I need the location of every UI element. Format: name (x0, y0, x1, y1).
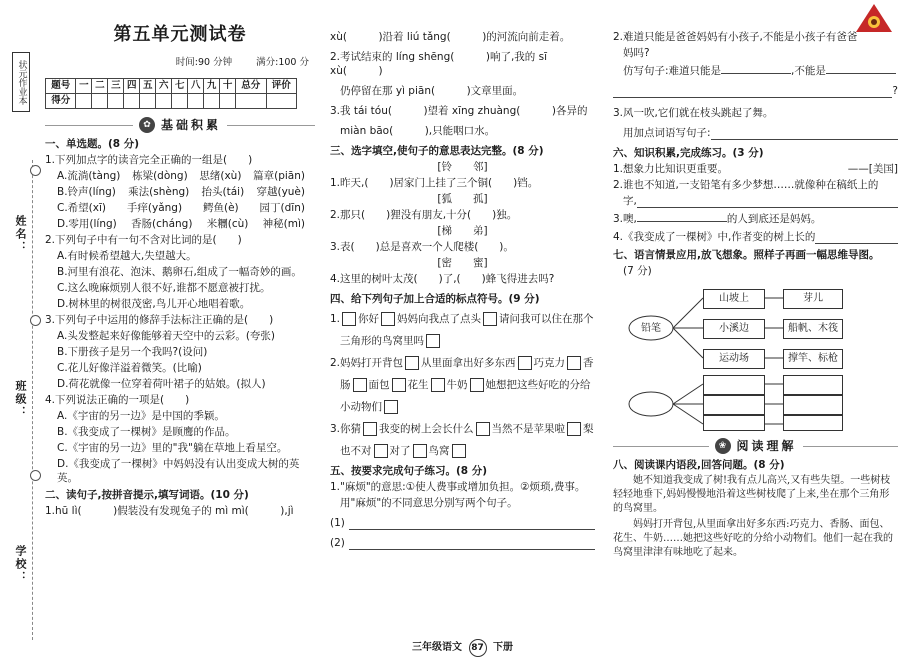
punct-box[interactable] (405, 356, 419, 370)
score-value-row (46, 94, 297, 109)
cell: 四 (124, 79, 140, 94)
score-table (45, 78, 297, 109)
footer-grade: 三年级语文 (412, 642, 463, 653)
page-title: 第五单元测试卷 (113, 24, 247, 45)
question: 3.表( )总是喜欢一个人爬楼( )。 (330, 241, 514, 253)
cell: 五 (140, 79, 156, 94)
question: 2.下列句子中有一句不含对比词的是( ) (45, 234, 242, 246)
cell: 八 (188, 79, 204, 94)
binding-hole (30, 165, 41, 176)
punctuation-line: 小动物们 (330, 400, 595, 414)
column-3 (613, 28, 898, 560)
section-banner (613, 438, 898, 454)
punct-box[interactable] (452, 444, 466, 458)
answer-line[interactable]: (2) (330, 536, 595, 550)
question: 2.那只( )狸没有朋友,十分( )独。 (330, 209, 518, 221)
cell[interactable] (188, 94, 204, 109)
option: C.《宇宙的另一边》里的"我"躺在草地上看星空。 (57, 442, 288, 454)
mindmap-node: 小溪边 (703, 319, 765, 339)
cell: 六 (156, 79, 172, 94)
punctuation-line: 三角形的鸟窝里吗 (330, 334, 595, 348)
option-row: A.流淌(tàng) 栋梁(dòng) 思绪(xù) 篇章(piān) (57, 170, 305, 182)
binding-sidebar (0, 0, 40, 657)
mindmap-node: 山坡上 (703, 289, 765, 309)
cut-line (32, 160, 33, 640)
column-1 (45, 0, 315, 518)
punct-box[interactable] (476, 422, 490, 436)
punctuation-line: 2.妈妈打开背包 从里面拿出好多东西 巧克力 香 (330, 357, 594, 369)
option: D.树林里的树很茂密,鸟儿开心地唱着歌。 (57, 298, 251, 310)
name-label: 姓名： (14, 215, 27, 254)
section-title: 七、语言情景应用,放飞想象。照样子再画一幅思维导图。 (613, 249, 880, 261)
cell: 总分 (236, 79, 266, 94)
cell: 二 (92, 79, 108, 94)
option: A.《宇宙的另一边》是中国的季颖。 (57, 410, 225, 422)
question: 3.下列句子中运用的修辞手法标注正确的是( ) (45, 314, 274, 326)
punct-box[interactable] (374, 444, 388, 458)
footer-volume: 下册 (492, 642, 513, 653)
question: 1.昨天,( )居家门上挂了三个铜( )铛。 (330, 177, 539, 189)
question: miàn bāo( ),只能咽口水。 (340, 125, 496, 137)
page-footer (330, 638, 595, 657)
punctuation-line: 也不对 对了 鸟窝 (330, 444, 595, 458)
question: 仍停留在那 yì piān( )文章里面。 (340, 85, 524, 97)
school-label: 学校： (14, 545, 27, 584)
banner-title: 阅读理解 (736, 439, 797, 453)
section-title: 三、选字填空,使句子的意思表达完整。(8 分) (330, 145, 544, 157)
cell[interactable] (124, 94, 140, 109)
option: D.荷花就像一位穿着荷叶裙子的姑娘。(拟人) (57, 378, 266, 390)
question: 4.《我变成了一棵树》中,作者变的树上长的 (613, 230, 898, 244)
punct-box[interactable] (431, 378, 445, 392)
punct-box[interactable] (353, 378, 367, 392)
section-title: 五、按要求完成句子练习。(8 分) (330, 465, 488, 477)
punctuation-line: 1. 你好 妈妈向我点了点头 请问我可以住在那个 (330, 313, 594, 325)
rewrite-line: 用加点词语写句子: (613, 126, 898, 140)
question: 1.想象力比知识更重要。 ——[美国] (613, 163, 898, 175)
cell: 评价 (266, 79, 297, 94)
banner-title: 基础积累 (161, 118, 222, 132)
question: 2.谁也不知道,一支铅笔有多少梦想……就像种在稿纸上的 (613, 179, 879, 191)
question: 4.这里的树叶太茂( )了,( )蜂飞得进去吗? (330, 273, 555, 285)
answer-line[interactable]: (1) (330, 516, 595, 530)
cell[interactable] (204, 94, 220, 109)
punct-box[interactable] (342, 312, 356, 326)
cell[interactable] (266, 94, 297, 109)
option: A.头发整起来好像能够着天空中的云彩。(夸张) (57, 330, 276, 342)
question: 3.噢, 的人到底还是妈妈。 (613, 213, 822, 225)
binding-hole (30, 470, 41, 481)
mindmap-node: 船帆、木筏 (783, 319, 843, 339)
section-title: 六、知识积累,完成练习。(3 分) (613, 147, 764, 159)
score-header-row (46, 79, 297, 94)
book-tag: 状元作业本 (12, 52, 30, 112)
question: 2.难道只能是爸爸妈妈有小孩子,不能是小孩子有爸爸 (613, 31, 858, 43)
punct-box[interactable] (567, 422, 581, 436)
question: 1.下列加点字的读音完全正确的一组是( ) (45, 154, 253, 166)
question: xù( )沿着 liú tǎng( )的河流向前走着。 (330, 31, 571, 43)
punct-box[interactable] (470, 378, 484, 392)
rewrite-line[interactable]: ? (613, 84, 898, 98)
page-number: 87 (469, 639, 487, 657)
mindmap-node: 撑竿、标枪 (783, 349, 843, 369)
punct-box[interactable] (384, 400, 398, 414)
punct-box[interactable] (518, 356, 532, 370)
points-label: (7 分) (623, 265, 652, 277)
class-label: 班级： (14, 380, 27, 419)
cell: 十 (220, 79, 236, 94)
punct-box[interactable] (413, 444, 427, 458)
mindmap-node: 芽儿 (783, 289, 843, 309)
option: B.《我变成了一棵树》是顾鹰的作品。 (57, 426, 236, 438)
mindmap-blank[interactable] (783, 375, 843, 395)
punct-box[interactable] (483, 312, 497, 326)
mindmap-center: 铅笔 (641, 323, 661, 334)
char-pair: [狐 孤] (437, 193, 488, 205)
option: D.《我变成了一棵树》中妈妈没有认出变成大树的英英。 (57, 458, 300, 484)
option: C.花儿好像洋溢着微笑。(比喻) (57, 362, 202, 374)
column-2 (330, 28, 595, 550)
question: 用"麻烦"的不同意思分别写两个句子。 (340, 497, 518, 509)
char-pair: [铃 邻] (437, 161, 488, 173)
question: 4.下列说法正确的一项是( ) (45, 394, 190, 406)
leaf-icon: ✿ (139, 117, 155, 133)
section-title: 八、阅读课内语段,回答问题。(8 分) (613, 459, 785, 471)
option: B.河里有浪花、泡沫、鹅卵石,组成了一幅奇妙的画。 (57, 266, 302, 278)
char-pair: [梯 弟] (437, 225, 488, 237)
exam-meta (45, 56, 315, 70)
option-row: C.希望(xī) 手痒(yǎng) 鳄鱼(è) 园丁(dīn) (57, 202, 305, 214)
rewrite-line: 仿写句子:难道只能是 ,不能是 (613, 64, 898, 78)
cell[interactable] (108, 94, 124, 109)
question: 3.我 tái tóu( )望着 xīng zhuàng( )各异的 (330, 105, 588, 117)
mindmap-blank[interactable] (783, 415, 843, 431)
full-score-text: 满分:100 分 (256, 57, 309, 68)
cell[interactable] (236, 94, 266, 109)
mind-map (613, 284, 898, 432)
option: B.下册孩子是另一个我吗?(设问) (57, 346, 208, 358)
section-title: 二、读句子,按拼音提示,填写词语。(10 分) (45, 489, 249, 501)
section-title: 一、单选题。(8 分) (45, 138, 140, 150)
punct-box[interactable] (567, 356, 581, 370)
question: 3.风一吹,它们就在枝头跳起了舞。 (613, 107, 774, 119)
cell[interactable] (156, 94, 172, 109)
time-text: 时间:90 分钟 (175, 57, 233, 68)
cell[interactable] (76, 94, 92, 109)
punct-box[interactable] (363, 422, 377, 436)
mindmap-blank[interactable] (703, 395, 765, 415)
cell: 一 (76, 79, 92, 94)
cell: 七 (172, 79, 188, 94)
cell: 得分 (46, 94, 76, 109)
cell: 九 (204, 79, 220, 94)
option-row: B.铃声(líng) 乘法(shèng) 抬头(tái) 穿越(yuè) (57, 186, 305, 198)
punct-box[interactable] (426, 334, 440, 348)
punctuation-line: 肠 面包 花生 牛奶 她想把这些好吃的分给 (340, 379, 591, 391)
mindmap-blank[interactable] (783, 395, 843, 415)
option: C.这么晚麻烦别人很不好,谁都不愿意被打扰。 (57, 282, 271, 294)
section-banner (45, 117, 315, 133)
punctuation-line: 3.你猜 我变的树上会长什么 当然不是苹果啦 梨 (330, 423, 594, 435)
option-row: D.零用(líng) 香肠(cháng) 米糰(cù) 神秘(mì) (57, 218, 305, 230)
cell[interactable] (220, 94, 236, 109)
reading-paragraph: 她不知道我变成了树!我有点儿高兴,又有些失望。一些树枝轻轻地垂下,妈妈慢慢地沿着这些树枝爬了上来,坐在那个三角形的鸟窝里。 (613, 475, 891, 514)
question: 1."麻烦"的意思:①使人费事或增加负担。②烦琐,费事。 (330, 481, 586, 493)
question: 妈吗? (623, 47, 650, 59)
option: A.有时候希望越大,失望越大。 (57, 250, 197, 262)
mindmap-node: 运动场 (703, 349, 765, 369)
mindmap-blank[interactable] (703, 375, 765, 395)
section-title: 四、给下列句子加上合适的标点符号。(9 分) (330, 293, 540, 305)
binding-hole (30, 315, 41, 326)
punct-box[interactable] (392, 378, 406, 392)
punct-box[interactable] (381, 312, 395, 326)
mindmap-blank[interactable] (703, 415, 765, 431)
cell: 题号 (46, 79, 76, 94)
cell[interactable] (140, 94, 156, 109)
question: 2.考试结束的 líng shēng( )响了,我的 sī xù( ) (330, 51, 548, 77)
cell[interactable] (172, 94, 188, 109)
book-icon: ❀ (715, 438, 731, 454)
cell[interactable] (92, 94, 108, 109)
char-pair: [密 蜜] (437, 257, 488, 269)
reading-paragraph: 妈妈打开背包,从里面拿出好多东西:巧克力、香肠、面包、花生、牛奶……她把这些好吃的分给小动物们。他们一起在我的鸟窝里津津有味地吃了起来。 (613, 519, 893, 558)
question: 字, (613, 194, 898, 208)
cell: 三 (108, 79, 124, 94)
question: 1.hū lì( )假装没有发现兔子的 mì mì( ),jì (45, 505, 294, 517)
